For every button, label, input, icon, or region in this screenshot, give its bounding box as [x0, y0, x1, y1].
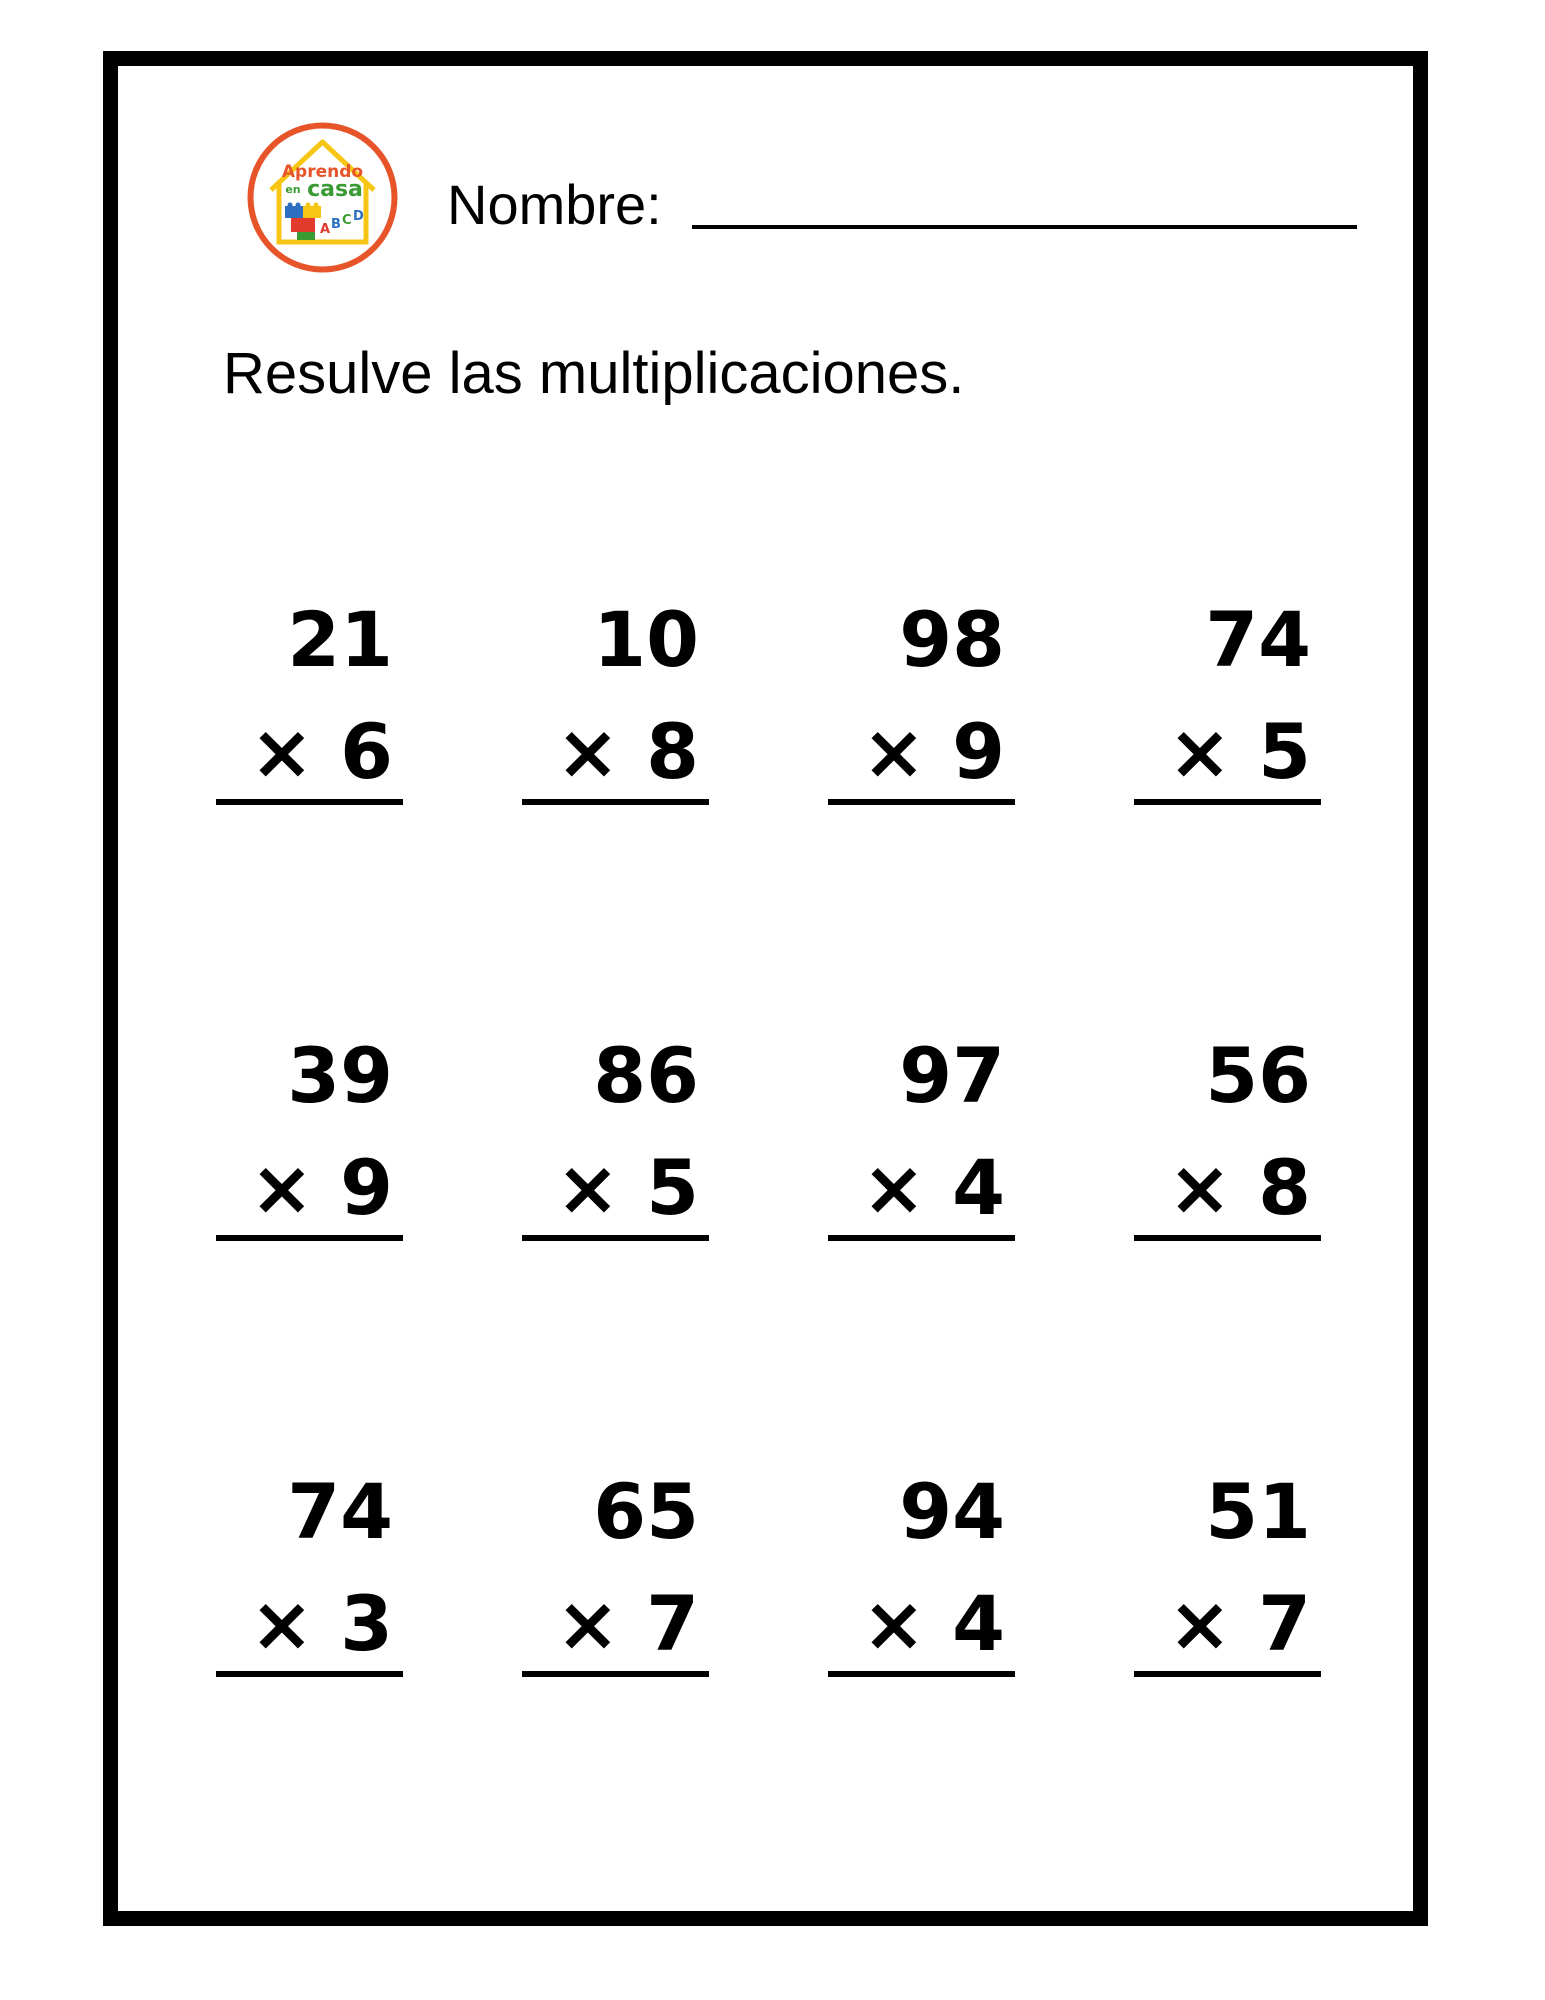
multiplier: 3 [340, 1579, 393, 1668]
multiplier: 9 [952, 707, 1005, 796]
multiplicand: 97 [899, 1031, 1005, 1120]
multiplication-problem [1134, 1031, 1321, 1258]
answer-line[interactable] [1134, 1671, 1321, 1677]
times-sign: × [250, 1579, 314, 1668]
multiplication-problem [522, 1031, 709, 1258]
multiplier-row [828, 1579, 1005, 1668]
multiplication-problem [828, 1467, 1015, 1694]
multiplier-row [1134, 1143, 1311, 1232]
name-blank-line[interactable] [692, 225, 1357, 229]
logo-text-en: en [285, 183, 301, 196]
multiplication-problem [522, 595, 709, 822]
multiplicand: 39 [287, 1031, 393, 1120]
multiplier: 8 [1258, 1143, 1311, 1232]
multiplier: 8 [646, 707, 699, 796]
multiplicand: 10 [593, 595, 699, 684]
answer-line[interactable] [828, 1671, 1015, 1677]
multiplier: 6 [340, 707, 393, 796]
times-sign: × [1168, 707, 1232, 796]
multiplication-problem [216, 595, 403, 822]
answer-line[interactable] [828, 799, 1015, 805]
multiplier-row [828, 1143, 1005, 1232]
name-field [447, 163, 1357, 236]
logo-text-casa: casa [307, 177, 363, 202]
multiplier-row [216, 1143, 393, 1232]
times-sign: × [556, 1143, 620, 1232]
multiplier-row [1134, 1579, 1311, 1668]
multiplication-problem [216, 1467, 403, 1694]
times-sign: × [862, 707, 926, 796]
name-label: Nombre: [447, 173, 662, 236]
multiplication-problem [828, 1031, 1015, 1258]
answer-line[interactable] [1134, 1235, 1321, 1241]
svg-text:B: B [331, 217, 341, 232]
multiplication-problem [1134, 595, 1321, 822]
multiplication-problem [1134, 1467, 1321, 1694]
times-sign: × [250, 707, 314, 796]
multiplier: 4 [952, 1579, 1005, 1668]
multiplicand: 74 [1205, 595, 1311, 684]
svg-text:A: A [320, 222, 331, 237]
answer-line[interactable] [522, 1671, 709, 1677]
multiplication-problem [216, 1031, 403, 1258]
times-sign: × [1168, 1143, 1232, 1232]
multiplicand: 74 [287, 1467, 393, 1556]
times-sign: × [556, 1579, 620, 1668]
multiplicand: 98 [899, 595, 1005, 684]
multiplication-problem [522, 1467, 709, 1694]
multiplier: 9 [340, 1143, 393, 1232]
times-sign: × [862, 1143, 926, 1232]
answer-line[interactable] [522, 799, 709, 805]
multiplication-problem [828, 595, 1015, 822]
multiplier-row [828, 707, 1005, 796]
answer-line[interactable] [216, 1235, 403, 1241]
multiplier-row [216, 1579, 393, 1668]
multiplier: 7 [646, 1579, 699, 1668]
answer-line[interactable] [216, 799, 403, 805]
multiplier: 5 [1258, 707, 1311, 796]
times-sign: × [1168, 1579, 1232, 1668]
multiplicand: 86 [593, 1031, 699, 1120]
multiplier-row [216, 707, 393, 796]
times-sign: × [250, 1143, 314, 1232]
times-sign: × [556, 707, 620, 796]
times-sign: × [862, 1579, 926, 1668]
multiplier-row [1134, 707, 1311, 796]
multiplier: 7 [1258, 1579, 1311, 1668]
answer-line[interactable] [522, 1235, 709, 1241]
answer-line[interactable] [828, 1235, 1015, 1241]
multiplicand: 65 [593, 1467, 699, 1556]
aprendo-en-casa-logo [245, 120, 400, 275]
svg-text:D: D [353, 209, 364, 224]
multiplier: 5 [646, 1143, 699, 1232]
multiplier-row [522, 1579, 699, 1668]
multiplicand: 94 [899, 1467, 1005, 1556]
multiplier-row [522, 707, 699, 796]
svg-text:C: C [342, 213, 352, 228]
multiplicand: 21 [287, 595, 393, 684]
logo-text-aprendo: Aprendo [281, 162, 364, 182]
multiplier-row [522, 1143, 699, 1232]
multiplicand: 51 [1205, 1467, 1311, 1556]
instruction-text: Resulve las multiplicaciones. [223, 341, 965, 406]
multiplicand: 56 [1205, 1031, 1311, 1120]
multiplier: 4 [952, 1143, 1005, 1232]
answer-line[interactable] [1134, 799, 1321, 805]
answer-line[interactable] [216, 1671, 403, 1677]
